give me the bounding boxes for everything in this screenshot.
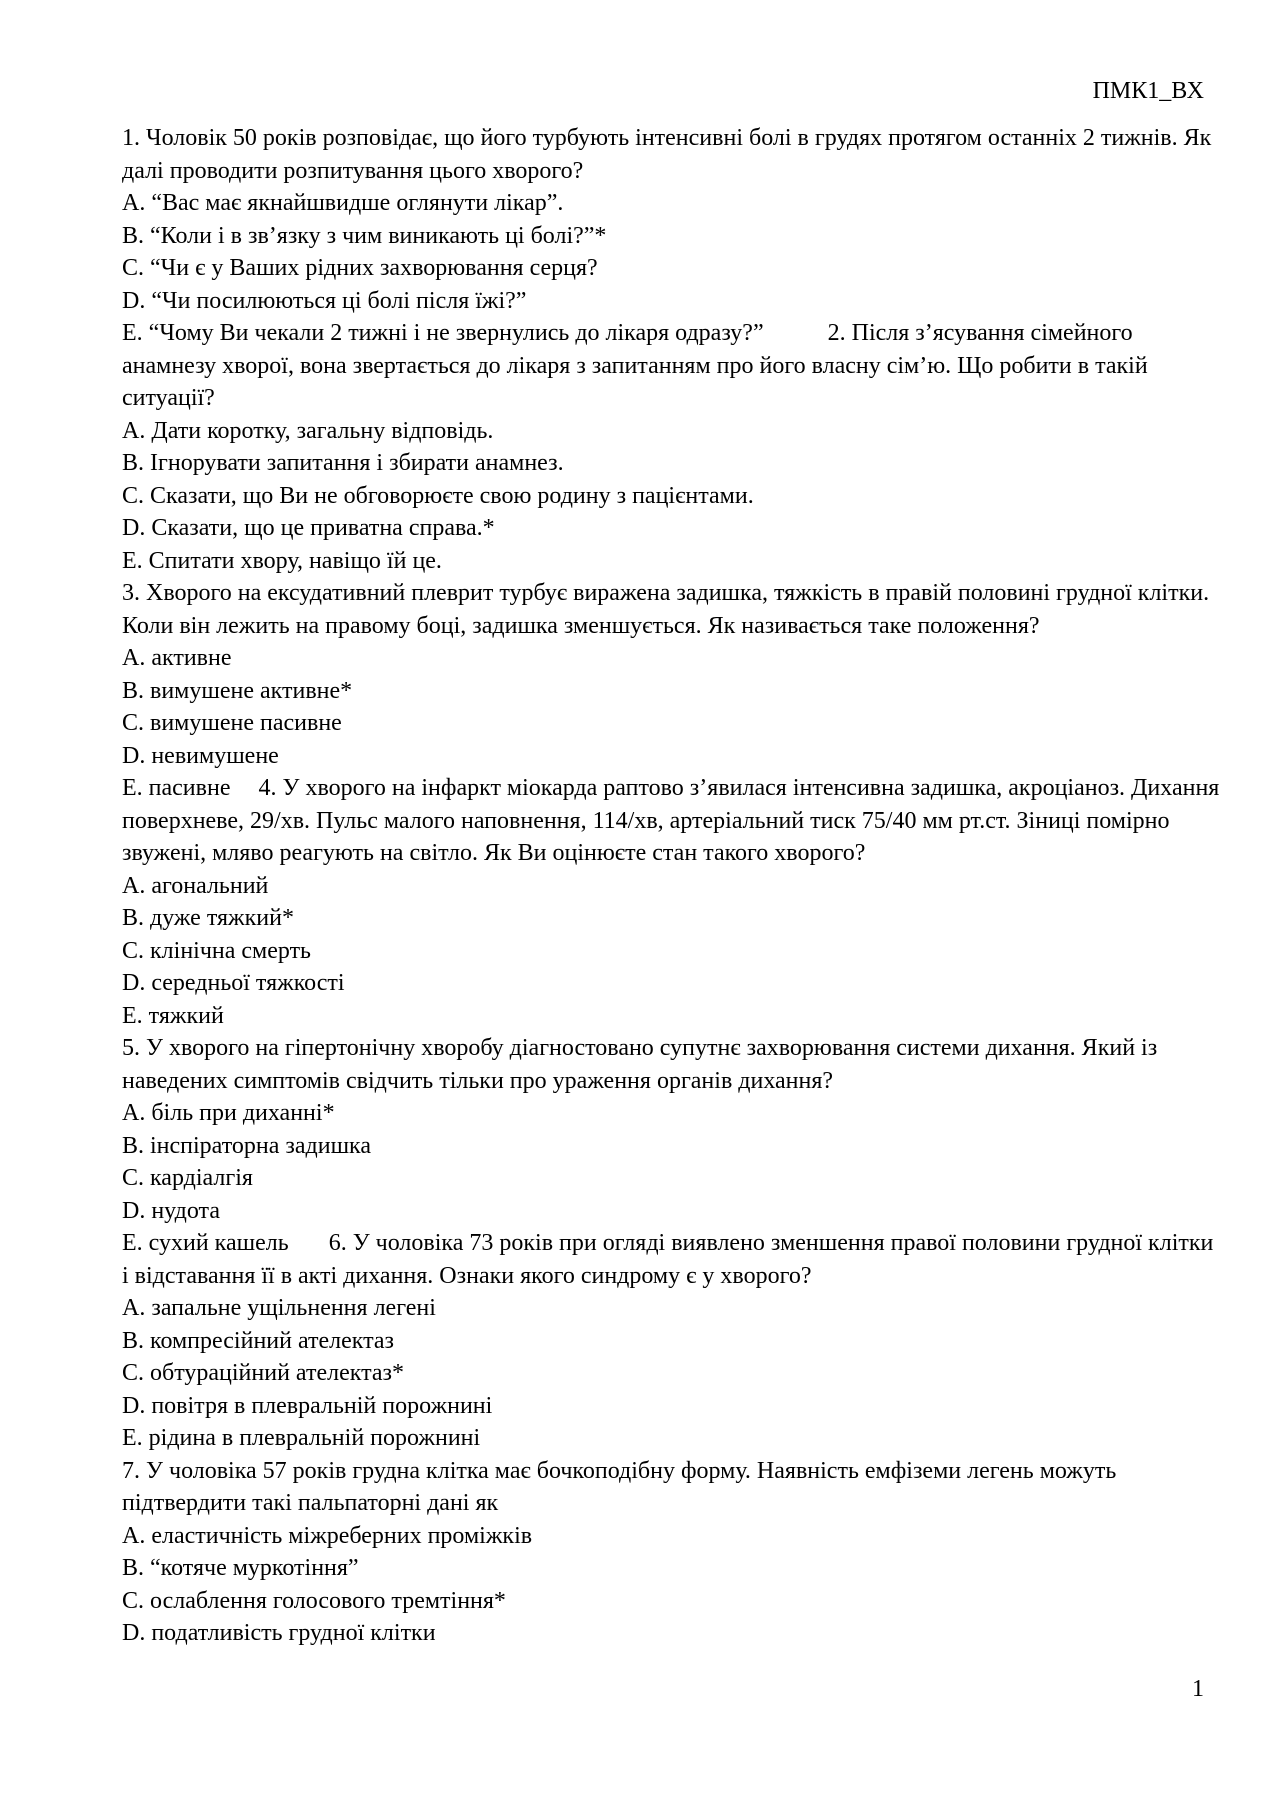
question-7-option-c: C. ослаблення голосового тремтіння*: [122, 1587, 506, 1614]
question-7-option-a: A. еластичність міжреберних проміжків: [122, 1522, 533, 1549]
question-4-option-e: E. тяжкий: [122, 1002, 224, 1029]
question-6-option-d: D. повітря в плевральній порожнині: [122, 1392, 493, 1419]
question-4-option-d: D. середньої тяжкості: [122, 970, 345, 996]
question-2-option-a: A. Дати коротку, загальну відповідь.: [122, 417, 494, 444]
question-3-option-b: B. вимушене активне*: [122, 677, 353, 704]
question-2-stem: 2. Після з’ясування сімейного анамнезу хворої, вона звертається до лікаря з запитанням про його власну сім’ю. Що робити в такій ситуації?: [122, 320, 1148, 411]
question-5-stem: 5. У хворого на гіпертонічну хворобу діагностовано супутнє захворювання системи дихання. Який із наведених симптомів свідчить тільки про ураження органів дихання?: [122, 1035, 1158, 1094]
question-2-option-e: E. Спитати хвору, навіщо їй це.: [122, 547, 442, 574]
question-5-option-e-line: [122, 1227, 1222, 1292]
question-7-option-b: B. “котяче муркотіння”: [122, 1555, 359, 1581]
question-1-option-d: D. “Чи посилюються ці болі після їжі?”: [122, 287, 527, 314]
question-3-option-e-line: [122, 772, 1222, 870]
question-1-stem: 1. Чоловік 50 років розповідає, що його турбують інтенсивні болі в грудях протягом останніх 2 тижнів. Як далі проводити розпитування цього хворого?: [122, 125, 1212, 184]
question-2-option-c: C. Сказати, що Ви не обговорюєте свою родину з пацієнтами.: [122, 482, 754, 509]
question-6-option-a: A. запальне ущільнення легені: [122, 1295, 436, 1321]
question-6-option-b: B. компресійний ателектаз: [122, 1327, 395, 1354]
question-4-option-b: B. дуже тяжкий*: [122, 905, 294, 931]
question-3-option-d: D. невимушене: [122, 742, 279, 769]
question-4-option-a: A. агональний: [122, 872, 269, 899]
question-5-option-a: A. біль при диханні*: [122, 1100, 335, 1126]
question-5-option-b: B. інспіраторна задишка: [122, 1132, 371, 1159]
question-5-option-d: D. нудота: [122, 1197, 220, 1224]
question-7-stem: 7. У чоловіка 57 років грудна клітка має бочкоподібну форму. Наявність емфіземи легень можуть підтвердити такі пальпаторні дані як: [122, 1457, 1117, 1516]
question-1-option-e: E. “Чому Ви чекали 2 тижні і не звернулись до лікаря одразу?”: [122, 320, 764, 346]
question-4-stem: 4. У хворого на інфаркт міокарда раптово з’явилася інтенсивна задишка, акроціаноз. Дихання поверхневе, 29/хв. Пульс малого наповнення, 114/хв, артеріальний тиск 75/40 мм рт.ст. Зіниці помірно звужені, мляво реагують на світло. Як Ви оцінюєте стан такого хворого?: [122, 775, 1220, 866]
question-list: [122, 122, 1222, 1650]
page-number: 1: [1192, 1676, 1204, 1702]
question-1-option-a: A. “Вас має якнайшвидше оглянути лікар”.: [122, 190, 564, 216]
question-3-option-c: C. вимушене пасивне: [122, 710, 342, 736]
question-3-stem: 3. Хворого на ексудативний плеврит турбує виражена задишка, тяжкість в правій половині грудної клітки. Коли він лежить на правому боці, задишка зменшується. Як називається таке положення?: [122, 580, 1210, 639]
question-3-option-a: A. активне: [122, 645, 232, 671]
question-6-stem: 6. У чоловіка 73 років при огляді виявлено зменшення правої половини грудної клітки і відставання її в акті дихання. Ознаки якого синдрому є у хворого?: [122, 1230, 1214, 1289]
question-4-option-c: C. клінічна смерть: [122, 937, 311, 964]
question-1-option-b: B. “Коли і в зв’язку з чим виникають ці болі?”*: [122, 222, 607, 249]
question-7-option-d: D. податливість грудної клітки: [122, 1620, 436, 1646]
question-3-option-e: E. пасивне: [122, 775, 231, 801]
question-5-option-e: E. сухий кашель: [122, 1230, 289, 1256]
question-1-option-c: C. “Чи є у Ваших рідних захворювання серця?: [122, 255, 598, 281]
question-1-option-e-line: [122, 317, 1222, 415]
question-5-option-c: C. кардіалгія: [122, 1165, 253, 1191]
question-2-option-d: D. Сказати, що це приватна справа.*: [122, 515, 495, 541]
page-header: ПМК1_ВХ: [1092, 78, 1204, 104]
question-6-option-e: E. рідина в плевральній порожнині: [122, 1425, 481, 1451]
question-6-option-c: C. обтураційний ателектаз*: [122, 1360, 404, 1386]
question-2-option-b: B. Ігнорувати запитання і збирати анамнез.: [122, 450, 564, 476]
